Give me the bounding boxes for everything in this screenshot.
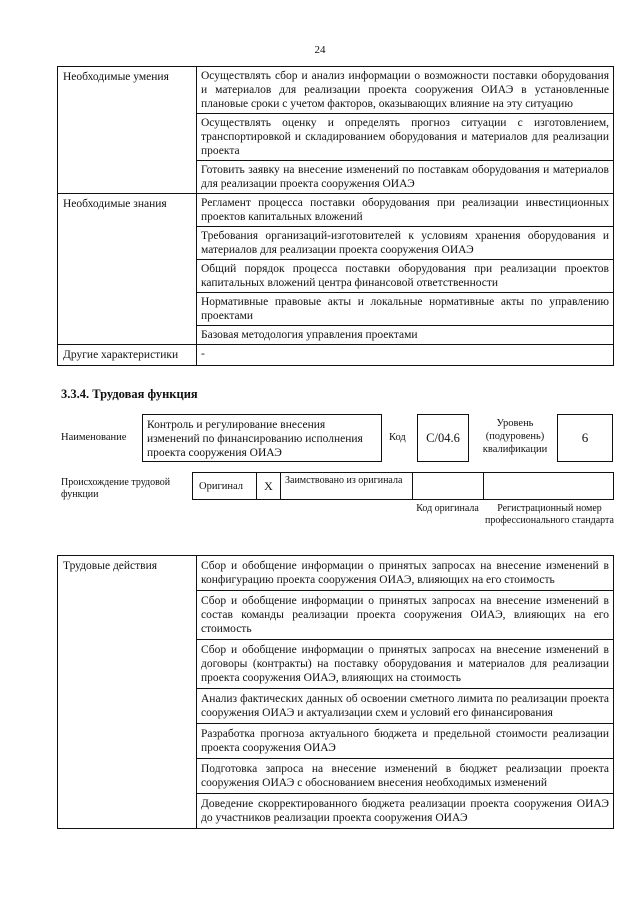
code-caption: Код оригинала: [416, 503, 479, 514]
action-item: Доведение скорректированного бюджета реализации проекта сооружения ОИАЭ до участников реализации проекта сооружения ОИАЭ: [197, 794, 614, 829]
row-label-actions: Трудовые действия: [58, 556, 197, 829]
action-item: Разработка прогноза актуального бюджета и предельной стоимости реализации проекта сооружения ОИАЭ: [197, 724, 614, 759]
row-label-skills: Необходимые умения: [58, 67, 197, 194]
origin-label: Происхождение трудовой функции: [61, 477, 171, 500]
original-label: Оригинал: [193, 473, 257, 499]
knowledge-item: Базовая методология управления проектами: [197, 326, 614, 345]
labor-actions-table: [57, 555, 614, 829]
section-title: 3.3.4. Трудовая функция: [61, 387, 198, 401]
reg-number-cell: [484, 473, 613, 499]
skills-knowledge-table: [57, 66, 614, 366]
page-number: 24: [314, 44, 326, 56]
action-item: Анализ фактических данных об освоении сметного лимита по реализации проекта сооружения ОИАЭ и актуализации схем и условий его финансирования: [197, 689, 614, 724]
code-label: Код: [389, 432, 406, 443]
row-label-other: Другие характеристики: [58, 345, 197, 366]
borrowed-label: Заимствовано из оригинала: [281, 473, 413, 499]
name-label: Наименование: [61, 432, 127, 443]
knowledge-item: Нормативные правовые акты и локальные нормативные акты по управлению проектами: [197, 293, 614, 326]
knowledge-item: Общий порядок процесса поставки оборудования при реализации проектов капитальных вложений центра финансовой ответственности: [197, 260, 614, 293]
level-label: Уровень (подуровень) квалификации: [482, 418, 548, 455]
action-item: Сбор и обобщение информации о принятых запросах на внесение изменений в конфигурацию проекта сооружения ОИАЭ, влияющих на его стоимость: [197, 556, 614, 591]
action-item: Подготовка запроса на внесение изменений в бюджет реализации проекта сооружения ОИАЭ с обоснованием внесения необходимых изменений: [197, 759, 614, 794]
function-level-box: 6: [557, 414, 613, 462]
action-item: Сбор и обобщение информации о принятых запросах на внесение изменений в состав команды реализации проекта сооружения ОИАЭ, влияющих на его стоимость: [197, 591, 614, 640]
knowledge-item: Регламент процесса поставки оборудования при реализации инвестиционных проектов капитальных вложений: [197, 194, 614, 227]
skill-item: Осуществлять оценку и определять прогноз ситуации с изготовлением, транспортировкой и складированием оборудования и материалов для реализации проекта: [197, 114, 614, 161]
knowledge-item: Требования организаций-изготовителей к условиям хранения оборудования и материалов для реализации проекта сооружения ОИАЭ: [197, 227, 614, 260]
function-name-box: Контроль и регулирование внесения изменений по финансированию исполнения проекта сооружения ОИАЭ: [142, 414, 382, 462]
other-item: -: [197, 345, 614, 366]
skill-item: Осуществлять сбор и анализ информации о возможности поставки оборудования и материалов для реализации проекта сооружения ОИАЭ в установленные плановые сроки с учетом факторов, оказывающих влияние на эту ситуацию: [197, 67, 614, 114]
function-code-box: С/04.6: [417, 414, 469, 462]
original-code-cell: [413, 473, 484, 499]
original-mark: X: [257, 473, 281, 499]
origin-row: [192, 472, 614, 500]
action-item: Сбор и обобщение информации о принятых запросах на внесение изменений в договоры (контракты) на поставку оборудования и материалов для реализации проекта сооружения ОИАЭ, влияющих на стоимость: [197, 640, 614, 689]
skill-item: Готовить заявку на внесение изменений по поставкам оборудования и материалов для реализации проекта сооружения ОИАЭ: [197, 161, 614, 194]
row-label-knowledge: Необходимые знания: [58, 194, 197, 345]
reg-caption: Регистрационный номер профессионального стандарта: [485, 503, 614, 526]
